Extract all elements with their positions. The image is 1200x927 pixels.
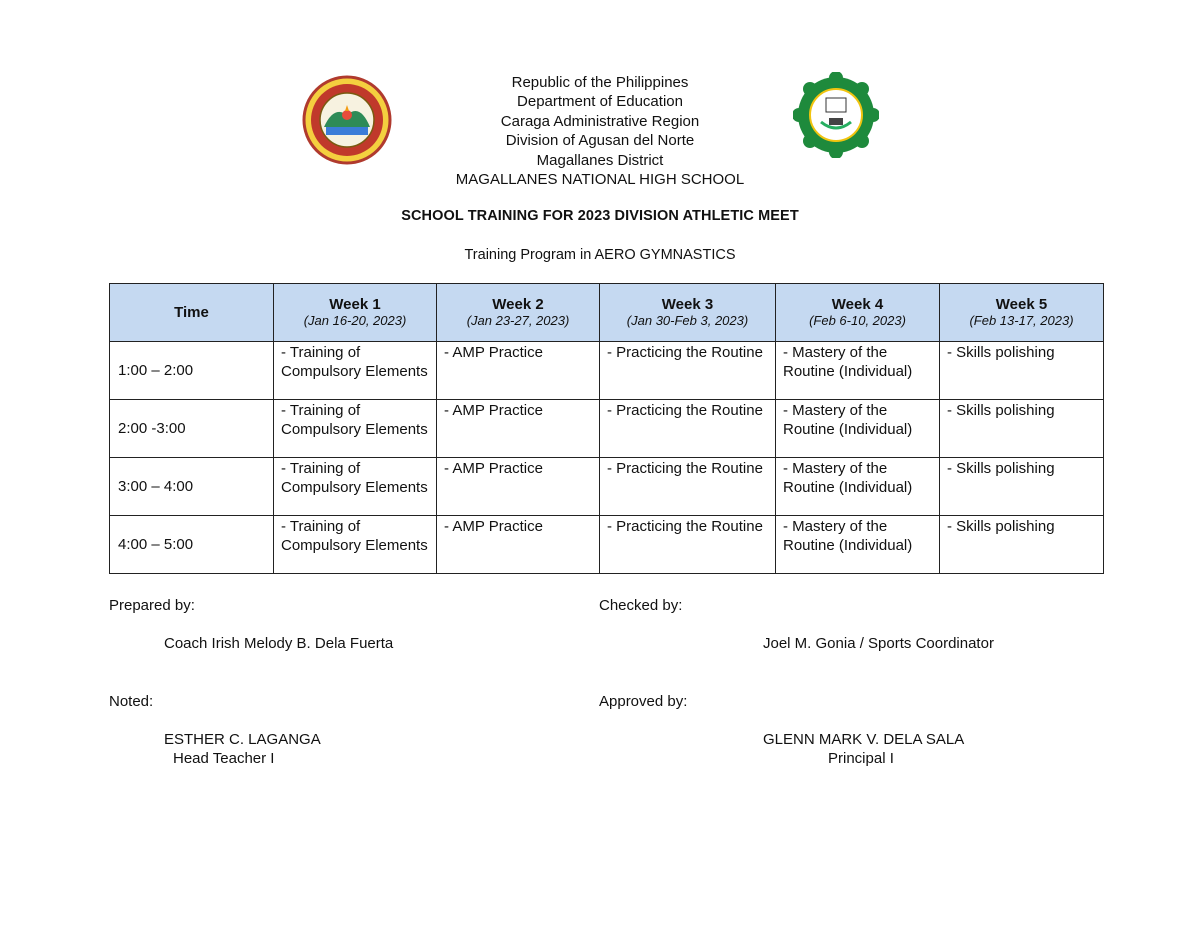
table-cell: - AMP Practice [437,400,600,458]
week-1-header: Week 1 (Jan 16-20, 2023) [274,284,437,342]
prepared-by-name: Coach Irish Melody B. Dela Fuerta [164,635,394,652]
table-row [110,458,1104,516]
approved-by-title: Principal I [828,750,894,767]
table-cell: - Practicing the Routine [600,400,776,458]
noted-label: Noted: [109,693,154,710]
table-cell: - Training of Compulsory Elements [274,342,437,400]
time-header: Time [110,284,274,342]
table-header-row [110,284,1104,342]
noted-by-title: Head Teacher I [173,750,275,767]
table-cell: - Mastery of the Routine (Individual) [776,342,940,400]
noted-by-name: ESTHER C. LAGANGA [164,731,321,748]
time-cell: 3:00 – 4:00 [110,458,274,516]
training-schedule-table [109,283,1104,574]
time-cell: 2:00 -3:00 [110,400,274,458]
table-cell: - Skills polishing [940,342,1104,400]
table-row [110,516,1104,574]
approved-by-name: GLENN MARK V. DELA SALA [763,731,965,748]
prepared-by-label: Prepared by: [109,597,195,614]
table-cell: - Training of Compulsory Elements [274,458,437,516]
letterhead-line-1: Republic of the Philippines [511,74,689,91]
checked-by-label: Checked by: [599,597,683,614]
table-cell: - Mastery of the Routine (Individual) [776,516,940,574]
week-3-header: Week 3 (Jan 30-Feb 3, 2023) [600,284,776,342]
checked-by-name: Joel M. Gonia / Sports Coordinator [763,635,994,652]
letterhead-line-3: Caraga Administrative Region [500,112,700,130]
letterhead-line-6: MAGALLANES NATIONAL HIGH SCHOOL [455,171,745,189]
approved-by-label: Approved by: [599,693,688,710]
letterhead-line-4: Division of Agusan del Norte [505,132,695,150]
table-cell: - AMP Practice [437,516,600,574]
document-title: SCHOOL TRAINING FOR 2023 DIVISION ATHLETIC MEET [401,208,799,224]
table-cell: - Skills polishing [940,458,1104,516]
table-cell: - Practicing the Routine [600,458,776,516]
week-4-header: Week 4 (Feb 6-10, 2023) [776,284,940,342]
table-cell: - Mastery of the Routine (Individual) [776,400,940,458]
table-cell: - AMP Practice [437,342,600,400]
table-cell: - Practicing the Routine [600,516,776,574]
letterhead [350,73,850,189]
letterhead-line-5: Magallanes District [536,151,664,169]
table-cell: - Skills polishing [940,516,1104,574]
table-cell: - AMP Practice [437,458,600,516]
table-cell: - Skills polishing [940,400,1104,458]
time-cell: 1:00 – 2:00 [110,342,274,400]
time-cell: 4:00 – 5:00 [110,516,274,574]
table-cell: - Mastery of the Routine (Individual) [776,458,940,516]
table-row [110,400,1104,458]
table-cell: - Training of Compulsory Elements [274,516,437,574]
letterhead-line-2: Department of Education [517,93,683,111]
table-cell: - Practicing the Routine [600,342,776,400]
week-2-header: Week 2 (Jan 23-27, 2023) [437,284,600,342]
document-subtitle: Training Program in AERO GYMNASTICS [464,247,736,263]
table-row [110,342,1104,400]
table-cell: - Training of Compulsory Elements [274,400,437,458]
week-5-header: Week 5 (Feb 13-17, 2023) [940,284,1104,342]
